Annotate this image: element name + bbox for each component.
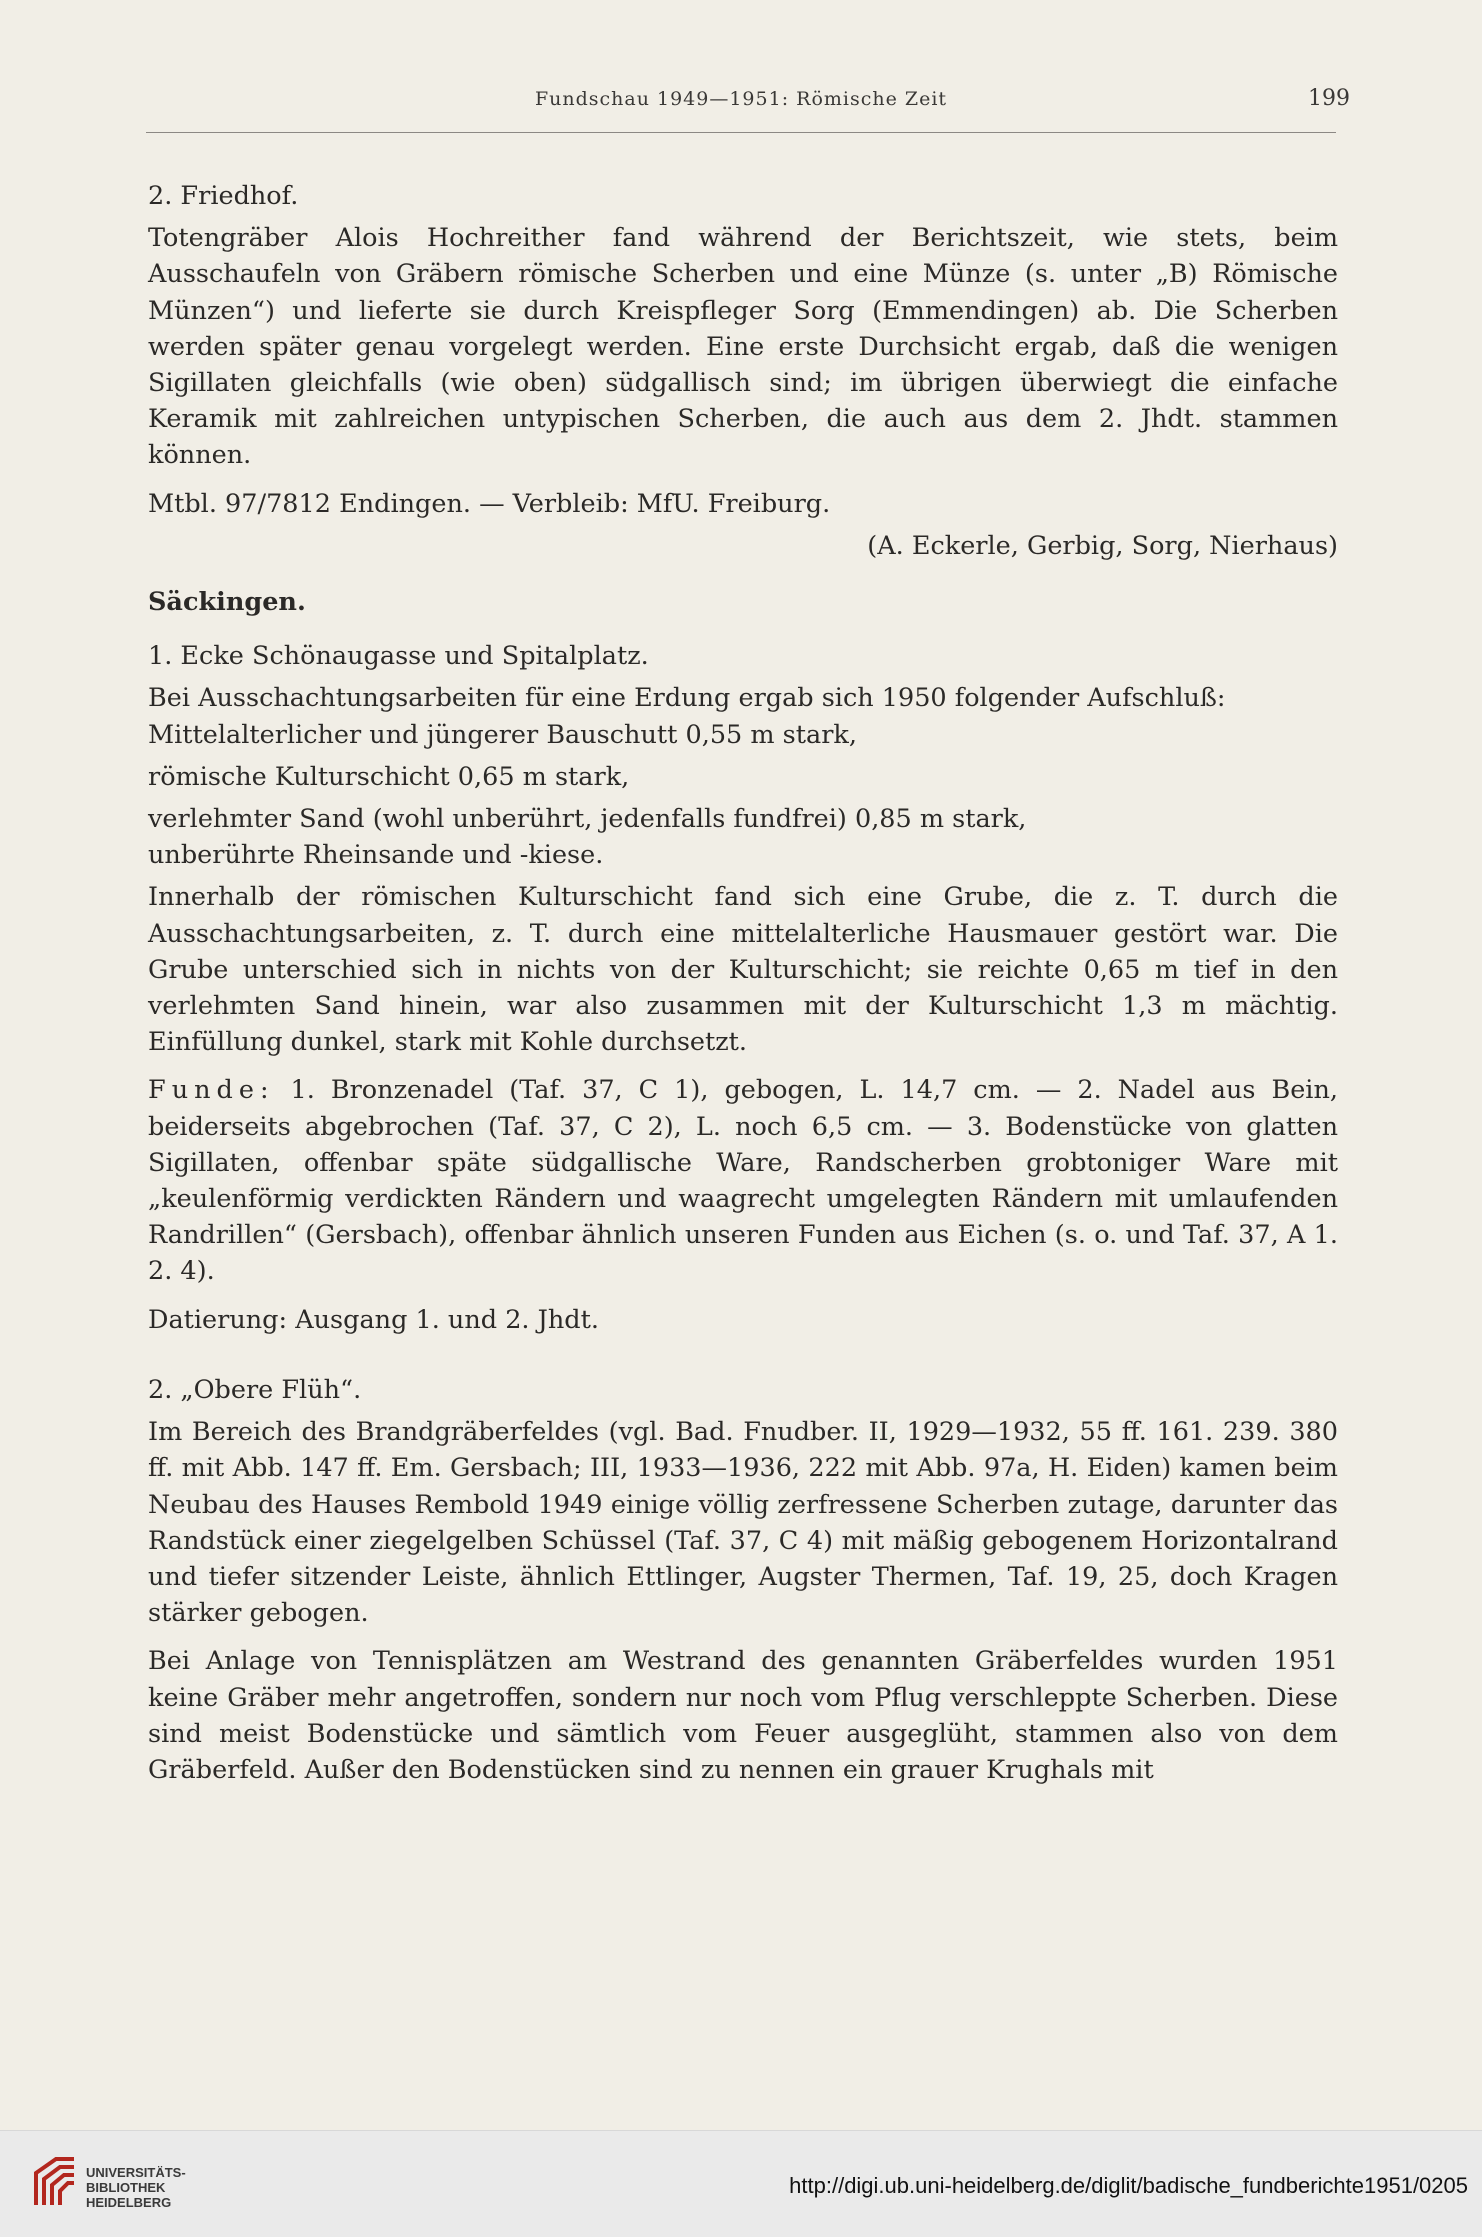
paragraph-funde bbox=[148, 1072, 1338, 1289]
stratigraphy-line: verlehmter Sand (wohl unberührt, jedenfalls fundfrei) 0,85 m stark, bbox=[148, 804, 1027, 835]
stratigraphy-line: Mittelalterlicher und jüngerer Bauschutt 0,55 m stark, bbox=[148, 719, 857, 750]
header-rule bbox=[146, 132, 1336, 133]
library-logo-icon bbox=[30, 2153, 80, 2211]
datierung-line: Datierung: Ausgang 1. und 2. Jhdt. bbox=[148, 1304, 599, 1335]
author-credit: (A. Eckerle, Gerbig, Sorg, Nierhaus) bbox=[867, 530, 1338, 561]
running-head: Fundschau 1949—1951: Römische Zeit bbox=[534, 88, 948, 110]
paragraph-grube: Innerhalb der römischen Kulturschicht fand sich eine Grube, die z. T. durch die Ausschachtungsarbeiten, z. T. durch eine mittelalterliche Hausmauer gestört war. Die Grube unterschied sich in nichts von der Kulturschicht; sie reichte 0,65 m tief in den verlehmten Sand hinein, war also zusammen mit der Kulturschicht 1,3 m mächtig. Einfüllung dunkel, stark mit Kohle durchsetzt. bbox=[148, 882, 1338, 1058]
funde-label: Funde: bbox=[148, 1075, 275, 1106]
stratigraphy-intro: Bei Ausschachtungsarbeiten für eine Erdung ergab sich 1950 folgender Aufschluß: bbox=[148, 683, 1226, 714]
body-text bbox=[148, 178, 1338, 1800]
page-number: 199 bbox=[1308, 86, 1350, 111]
library-footer bbox=[0, 2130, 1482, 2237]
stratigraphy-line: römische Kulturschicht 0,65 m stark, bbox=[148, 761, 630, 792]
digital-object-url[interactable]: http://digi.ub.uni-heidelberg.de/diglit/badische_fundberichte1951/0205 bbox=[789, 2173, 1468, 2198]
paragraph-obere-flueh-1: Im Bereich des Brandgräberfeldes (vgl. Bad. Fnudber. II, 1929—1932, 55 ff. 161. 239. 380 ff. mit Abb. 147 ff. Em. Gersbach; III, 1933—1936, 222 mit Abb. 97a, H. Eiden) kamen beim Neubau des Hauses Rembold 1949 einige völlig zerfressene Scherben zutage, darunter das Randstück einer ziegelgelben Schüssel (Taf. 37, C 4) mit mäßig gebogenem Horizontalrand und tiefer sitzender Leiste, ähnlich Ettlinger, Augster Thermen, Taf. 19, 25, doch Kragen stärker gebogen. bbox=[148, 1417, 1338, 1629]
funde-text: 1. Bronzenadel (Taf. 37, C 1), gebogen, L. 14,7 cm. — 2. Nadel aus Bein, beiderseits abgebrochen (Taf. 37, C 2), L. noch 6,5 cm. — 3. Bodenstücke von glatten Sigillaten, offenbar späte südgallische Ware, Randscherben grobtoniger Ware mit „keulenförmig verdickten Rändern und waagrecht umgelegten Rändern mit umlaufenden Randrillen“ (Gersbach), offenbar ähnlich unseren Funden aus Eichen (s. o. und Taf. 37, A 1. 2. 4). bbox=[148, 1075, 1338, 1287]
section-heading-friedhof: 2. Friedhof. bbox=[148, 181, 299, 211]
stratigraphy-line: unberührte Rheinsande und -kiese. bbox=[148, 840, 604, 871]
mtbl-reference: Mtbl. 97/7812 Endingen. — Verbleib: MfU. Freiburg. bbox=[148, 488, 831, 519]
section-heading-obere-flueh: 2. „Obere Flüh“. bbox=[148, 1374, 362, 1405]
paragraph-obere-flueh-2: Bei Anlage von Tennisplätzen am Westrand des genannten Gräberfeldes wurden 1951 keine Gräber mehr angetroffen, sondern nur noch vom Pflug verschleppte Scherben. Diese sind meist Bodenstücke und sämtlich vom Feuer ausgeglüht, stammen also von dem Gräberfeld. Außer den Bodenstücken sind zu nennen ein grauer Krughals mit bbox=[148, 1646, 1338, 1785]
section-heading-ecke: 1. Ecke Schönaugasse und Spitalplatz. bbox=[148, 641, 649, 672]
paragraph-friedhof: Totengräber Alois Hochreither fand während der Berichtszeit, wie stets, beim Ausschaufeln von Gräbern römische Scherben und eine Münze (s. unter „B) Römische Münzen“) und lieferte sie durch Kreispfleger Sorg (Emmendingen) ab. Die Scherben werden später genau vorgelegt werden. Eine erste Durchsicht ergab, daß die wenigen Sigillaten gleichfalls (wie oben) südgallisch sind; im übrigen überwiegt die einfache Keramik mit zahlreichen untypischen Scherben, die auch aus dem 2. Jhdt. stammen können. bbox=[148, 223, 1338, 471]
place-heading-saeckingen: Säckingen. bbox=[148, 587, 306, 618]
library-name: UNIVERSITÄTS- BIBLIOTHEK HEIDELBERG bbox=[86, 2165, 186, 2210]
